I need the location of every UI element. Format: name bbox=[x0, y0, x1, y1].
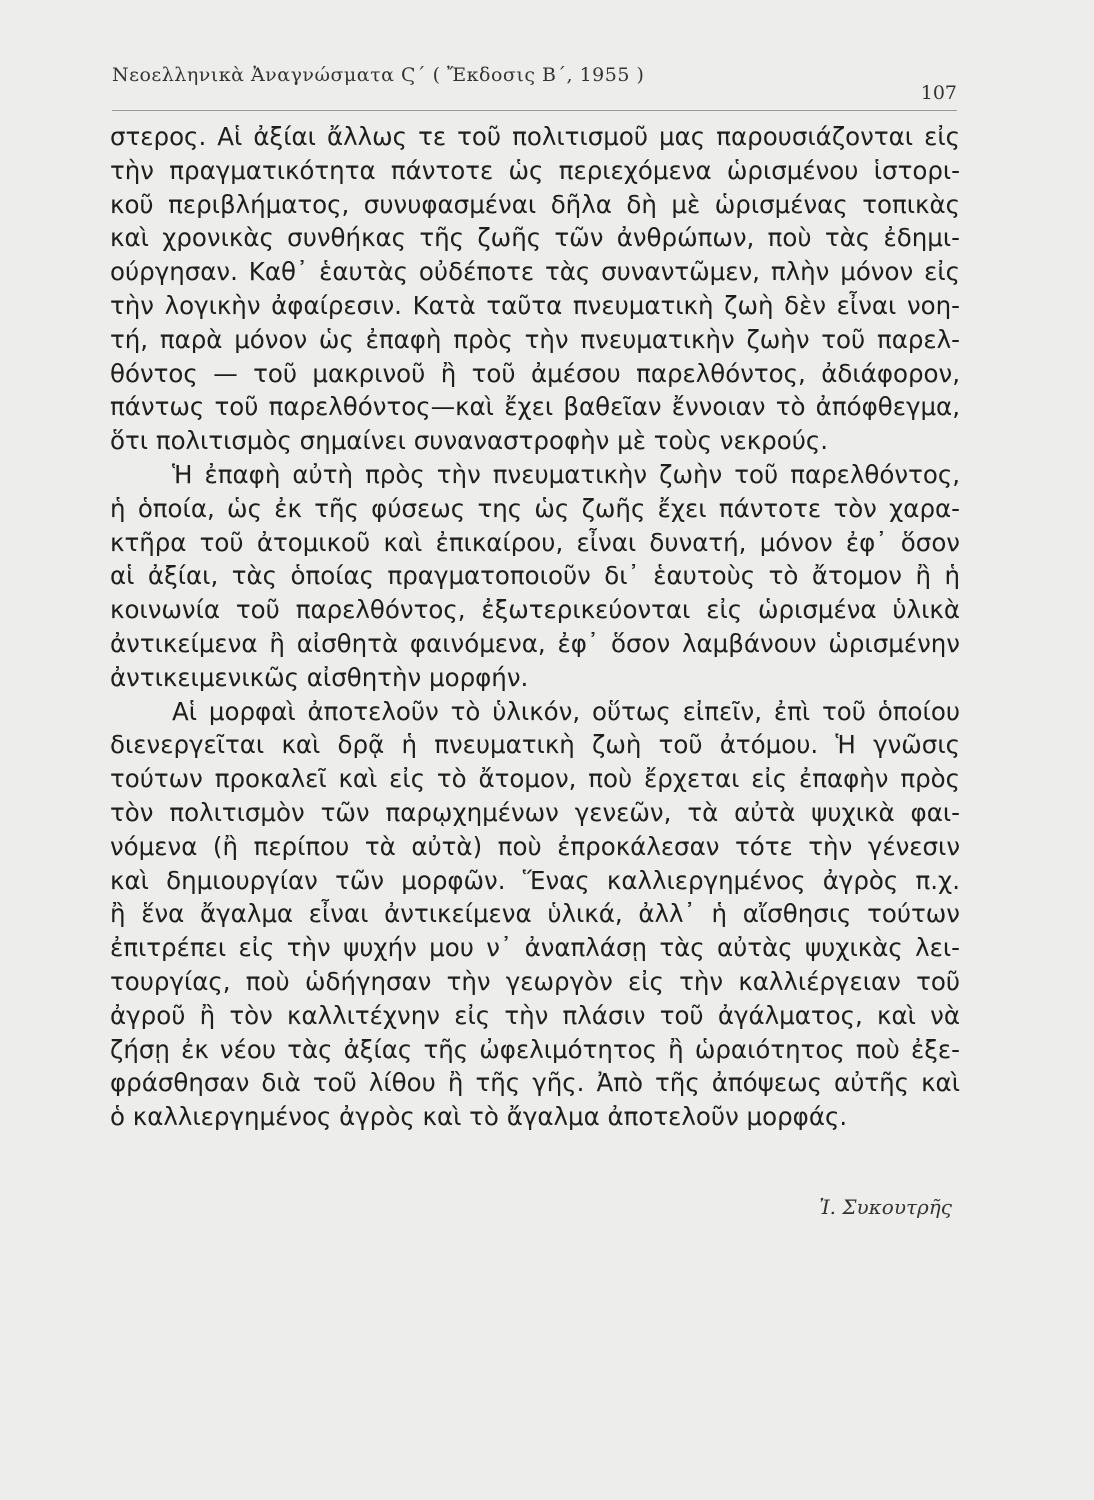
page-number: 107 bbox=[920, 82, 957, 104]
text-line: τὴν λογικὴν ἀφαίρεσιν. Κατὰ ταῦτα πνευματικὴ ζωὴ δὲν εἶναι νοη- bbox=[110, 290, 960, 320]
page-header bbox=[112, 64, 957, 124]
text-line: τὸν πολιτισμὸν τῶν παρῳχημένων γενεῶν, τὰ αὐτὰ ψυχικὰ φαι- bbox=[110, 797, 960, 827]
paragraph-3 bbox=[110, 695, 960, 1134]
text-line: θόντος — τοῦ μακρινοῦ ἢ τοῦ ἀμέσου παρελθόντος, ἀδιάφορον, bbox=[110, 358, 960, 388]
text-line: Αἱ μορφαὶ ἀποτελοῦν τὸ ὑλικόν, οὕτως εἰπεῖν, ἐπὶ τοῦ ὁποίου bbox=[172, 696, 960, 726]
text-line: πάντως τοῦ παρελθόντος—καὶ ἔχει βαθεῖαν ἔννοιαν τὸ ἀπόφθεγμα, bbox=[110, 392, 960, 422]
paragraph-1 bbox=[110, 120, 960, 458]
paragraph-2 bbox=[110, 458, 960, 695]
text-line: τούτων προκαλεῖ καὶ εἰς τὸ ἄτομον, ποὺ ἔρχεται εἰς ἐπαφὴν πρὸς bbox=[110, 764, 960, 794]
text-line: ἐπιτρέπει εἰς τὴν ψυχήν μου ν᾽ ἀναπλάσῃ τὰς αὐτὰς ψυχικὰς λει- bbox=[110, 933, 960, 963]
author-signature: Ἰ. Συκουτρῆς bbox=[819, 1195, 952, 1219]
text-line: στερος. Αἱ ἀξίαι ἄλλως τε τοῦ πολιτισμοῦ μας παρουσιάζονται εἰς bbox=[110, 122, 960, 151]
text-line: νόμενα (ἢ περίπου τὰ αὐτὰ) ποὺ ἐπροκάλεσαν τότε τὴν γένεσιν bbox=[110, 831, 960, 861]
running-head: Νεοελληνικὰ Ἀναγνώσματα Ϛ΄ ( Ἔκδοσις Β΄, 1955 ) bbox=[112, 64, 645, 86]
text-line: ἡ ὁποία, ὡς ἐκ τῆς φύσεως της ὡς ζωῆς ἔχει πάντοτε τὸν χαρα- bbox=[110, 493, 960, 523]
text-line: ἢ ἕνα ἄγαλμα εἶναι ἀντικείμενα ὑλικά, ἀλλ᾽ ἡ αἴσθησις τούτων bbox=[110, 899, 960, 929]
text-line: διενεργεῖται καὶ δρᾷ ἡ πνευματικὴ ζωὴ τοῦ ἀτόμου. Ἡ γνῶσις bbox=[110, 730, 960, 760]
text-line: ὁ καλλιεργημένος ἀγρὸς καὶ τὸ ἄγαλμα ἀποτελοῦν μορφάς. bbox=[110, 1102, 848, 1132]
text-line: ἀγροῦ ἢ τὸν καλλιτέχνην εἰς τὴν πλάσιν τοῦ ἀγάλματος, καὶ νὰ bbox=[110, 1000, 960, 1030]
text-line: φράσθησαν διὰ τοῦ λίθου ἢ τῆς γῆς. Ἀπὸ τῆς ἀπόψεως αὐτῆς καὶ bbox=[110, 1068, 960, 1098]
text-line: τή, παρὰ μόνον ὡς ἐπαφὴ πρὸς τὴν πνευματικὴν ζωὴν τοῦ παρελ- bbox=[110, 324, 960, 354]
text-line: ἀντικειμενικῶς αἰσθητὴν μορφήν. bbox=[110, 662, 529, 692]
text-line: ὅτι πολιτισμὸς σημαίνει συναναστροφὴν μὲ τοὺς νεκρούς. bbox=[110, 426, 829, 456]
text-line: ζήσῃ ἐκ νέου τὰς ἀξίας τῆς ὠφελιμότητος ἢ ὡραιότητος ποὺ ἐξε- bbox=[110, 1034, 960, 1064]
text-line: καὶ δημιουργίαν τῶν μορφῶν. Ἕνας καλλιεργημένος ἀγρὸς π.χ. bbox=[110, 865, 960, 895]
text-line: κοινωνία τοῦ παρελθόντος, ἐξωτερικεύονται εἰς ὡρισμένα ὑλικὰ bbox=[110, 595, 960, 625]
text-line: κτῆρα τοῦ ἀτομικοῦ καὶ ἐπικαίρου, εἶναι δυνατή, μόνον ἐφ᾽ ὅσον bbox=[110, 527, 960, 557]
text-line: Ἡ ἐπαφὴ αὐτὴ πρὸς τὴν πνευματικὴν ζωὴν τοῦ παρελθόντος, bbox=[172, 459, 960, 489]
body-text bbox=[110, 120, 960, 1134]
text-line: κοῦ περιβλήματος, συνυφασμέναι δῆλα δὴ μὲ ὡρισμένας τοπικὰς bbox=[110, 189, 960, 219]
header-rule bbox=[112, 110, 957, 111]
text-line: τουργίας, ποὺ ὡδήγησαν τὴν γεωργὸν εἰς τὴν καλλιέργειαν τοῦ bbox=[110, 966, 960, 996]
text-line: αἱ ἀξίαι, τὰς ὁποίας πραγματοποιοῦν δι᾽ ἑαυτοὺς τὸ ἄτομον ἢ ἡ bbox=[110, 561, 960, 591]
text-line: ἀντικείμενα ἢ αἰσθητὰ φαινόμενα, ἐφ᾽ ὅσον λαμβάνουν ὡρισμένην bbox=[110, 628, 960, 658]
text-line: τὴν πραγματικότητα πάντοτε ὡς περιεχόμενα ὡρισμένου ἱστορι- bbox=[110, 155, 960, 185]
text-line: ούργησαν. Καθ᾽ ἑαυτὰς οὐδέποτε τὰς συναντῶμεν, πλὴν μόνον εἰς bbox=[110, 257, 960, 287]
text-line: καὶ χρονικὰς συνθήκας τῆς ζωῆς τῶν ἀνθρώπων, ποὺ τὰς ἐδημι- bbox=[110, 223, 960, 253]
